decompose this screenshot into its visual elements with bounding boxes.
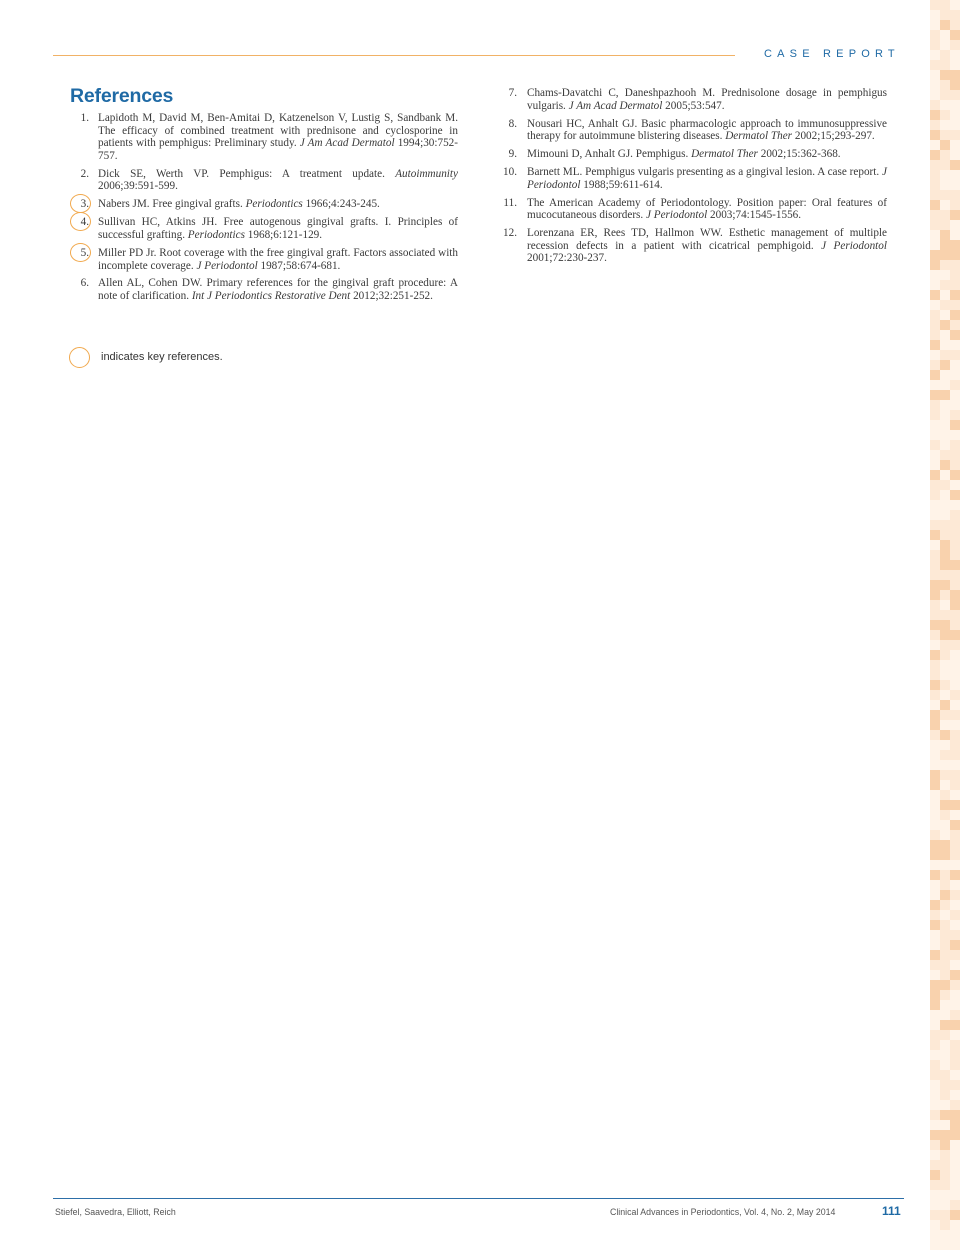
reference-text: 1968;6:121-129.: [244, 228, 323, 241]
reference-number: 10.: [503, 166, 517, 179]
reference-text: 2005;53:547.: [662, 99, 725, 112]
references-list-left: [70, 112, 458, 308]
reference-text: Nousari HC, Anhalt GJ. Basic pharmacologic approach to immunosuppressive therapy for autoimmune blistering diseases.: [527, 117, 887, 143]
reference-text: 2001;72:230-237.: [527, 252, 607, 265]
journal-name: J Periodontol: [821, 239, 887, 252]
key-reference-circle-icon: [70, 243, 91, 262]
footer-rule: [53, 1198, 904, 1199]
journal-name: J Periodontol: [196, 259, 258, 272]
journal-name: J Am Acad Dermatol: [299, 137, 395, 150]
reference-text: 2012;32:251-252.: [350, 290, 433, 303]
reference-item: [499, 197, 887, 222]
reference-item: [70, 277, 458, 302]
page-number: 111: [882, 1204, 901, 1218]
reference-item: [499, 166, 887, 191]
journal-name: Dermatol Ther: [725, 130, 793, 143]
reference-text: 1987;58:674-681.: [257, 259, 341, 272]
decorative-side-strip: [930, 0, 960, 1242]
reference-item: [499, 148, 887, 161]
legend-text: indicates key references.: [101, 351, 223, 363]
reference-item: [70, 216, 458, 241]
reference-text: 1994;30:752-757.: [98, 137, 458, 162]
reference-item: [70, 198, 458, 211]
reference-number: 8.: [508, 117, 517, 130]
reference-text: 1966;4:243-245.: [302, 198, 380, 211]
journal-name: Periodontics: [245, 198, 303, 211]
journal-name: Dermatol Ther: [691, 148, 758, 161]
reference-number: 6.: [80, 277, 89, 290]
references-heading: References: [70, 85, 174, 107]
journal-name: J Am Acad Dermatol: [568, 99, 663, 112]
reference-text: Dick SE, Werth VP. Pemphigus: A treatment update.: [98, 167, 396, 180]
reference-number: 11.: [503, 196, 517, 209]
key-reference-circle-icon: [69, 347, 90, 368]
reference-text: 2002;15;293-297.: [792, 130, 875, 143]
header-rule: [53, 55, 735, 56]
journal-name: Periodontics: [187, 228, 245, 241]
reference-number: 4.: [80, 216, 89, 229]
footer-journal-citation: Clinical Advances in Periodontics, Vol. 4, No. 2, May 2014: [610, 1207, 836, 1217]
reference-text: Nabers JM. Free gingival grafts.: [98, 198, 246, 211]
reference-item: [499, 118, 887, 143]
reference-text: Mimouni D, Anhalt GJ. Pemphigus.: [527, 148, 692, 161]
reference-text: Chams-Davatchi C, Daneshpazhooh M. Prednisolone dosage in pemphigus vulgaris.: [527, 87, 887, 112]
reference-text: 2003;74:1545-1556.: [707, 209, 802, 222]
reference-number: 3.: [80, 198, 89, 211]
reference-text: Miller PD Jr. Root coverage with the free gingival graft. Factors associated with incomplete coverage.: [98, 246, 458, 272]
reference-number: 2.: [80, 167, 89, 180]
journal-name: Int J Periodontics Restorative Dent: [191, 290, 351, 303]
reference-text: Barnett ML. Pemphigus vulgaris presenting as a gingival lesion. A case report.: [527, 166, 883, 179]
reference-text: 2006;39:591-599.: [98, 180, 178, 193]
reference-item: [70, 112, 458, 162]
reference-item: [70, 168, 458, 193]
reference-item: [70, 247, 458, 272]
references-list-right: [499, 87, 887, 270]
journal-name: Autoimmunity: [395, 167, 458, 180]
reference-text: 1988;59:611-614.: [580, 178, 663, 191]
footer-authors: Stiefel, Saavedra, Elliott, Reich: [55, 1207, 176, 1217]
reference-text: The American Academy of Periodontology. Position paper: Oral features of mucocutaneous disorders.: [527, 196, 887, 222]
journal-name: J Periodontol: [527, 166, 887, 191]
reference-item: [499, 227, 887, 265]
reference-number: 1.: [80, 112, 89, 124]
section-label: CASE REPORT: [764, 48, 900, 60]
reference-text: Allen AL, Cohen DW. Primary references for the gingival graft procedure: A note of clarification.: [98, 277, 458, 303]
reference-number: 7.: [508, 87, 517, 99]
reference-number: 12.: [503, 227, 517, 240]
journal-name: J Periodontol: [646, 209, 708, 222]
reference-text: Lapidoth M, David M, Ben-Amitai D, Katzenelson V, Lustig S, Sandbank M. The efficacy of combined treatment with prednisone and cyclosporine in patients with pemphigus: Preliminary study.: [98, 112, 458, 150]
reference-text: 2002;15:362-368.: [757, 148, 841, 161]
reference-number: 9.: [508, 148, 517, 161]
reference-text: Sullivan HC, Atkins JH. Free autogenous gingival grafts. I. Principles of successful grafting.: [98, 216, 458, 241]
reference-number: 5.: [80, 246, 89, 259]
reference-item: [499, 87, 887, 112]
reference-text: Lorenzana ER, Rees TD, Hallmon WW. Esthetic management of multiple recession defects in a patient with cicatrical pemphigoid.: [527, 227, 887, 252]
